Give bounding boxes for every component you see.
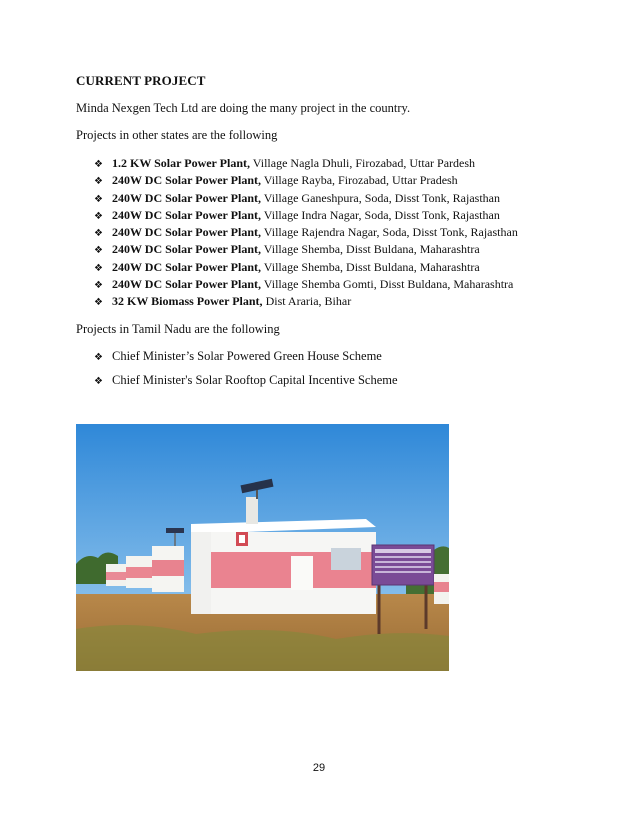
project-location: Village Shemba, Disst Buldana, Maharashtra — [263, 242, 480, 257]
list-item — [94, 346, 398, 370]
diamond-bullet-icon: ❖ — [94, 376, 103, 387]
tamil-nadu-heading: Projects in Tamil Nadu are the following — [76, 322, 280, 336]
list-item — [94, 190, 518, 207]
diamond-bullet-icon: ❖ — [94, 280, 103, 292]
project-label: 240W DC Solar Power Plant, — [112, 207, 261, 222]
project-label: 1.2 KW Solar Power Plant, — [112, 156, 250, 170]
solar-houses-photo — [76, 424, 449, 671]
diamond-bullet-icon: ❖ — [94, 262, 103, 274]
list-item — [94, 207, 518, 224]
project-location: Village Shemba, Disst Buldana, Maharashtra — [263, 259, 480, 274]
project-label: 240W DC Solar Power Plant, — [112, 225, 261, 240]
project-location: Village Indra Nagar, Soda, Disst Tonk, Rajasthan — [263, 207, 500, 222]
diamond-bullet-icon: ❖ — [94, 210, 103, 222]
diamond-bullet-icon: ❖ — [94, 228, 103, 240]
list-item — [94, 259, 518, 276]
section-heading: CURRENT PROJECT — [76, 73, 206, 88]
list-item — [94, 370, 398, 394]
project-label: 32 KW Biomass Power Plant, — [112, 294, 263, 309]
project-location: Village Rayba, Firozabad, Uttar Pradesh — [263, 173, 458, 188]
list-item — [94, 172, 518, 189]
project-location: Dist Araria, Bihar — [265, 294, 352, 309]
project-location: Village Ganeshpura, Soda, Disst Tonk, Rajasthan — [263, 190, 500, 205]
other-states-heading: Projects in other states are the following — [76, 128, 278, 142]
project-label: 240W DC Solar Power Plant, — [112, 242, 261, 257]
diamond-bullet-icon: ❖ — [94, 297, 103, 309]
scheme-label: Chief Minister's Solar Rooftop Capital Incentive Scheme — [112, 373, 398, 387]
page-number: 29 — [312, 762, 326, 774]
list-item — [94, 276, 518, 293]
project-location: Village Rajendra Nagar, Soda, Disst Tonk, Rajasthan — [263, 225, 518, 240]
project-location: Village Nagla Dhuli, Firozabad, Uttar Pardesh — [252, 156, 476, 170]
tamil-nadu-list — [94, 346, 398, 394]
diamond-bullet-icon: ❖ — [94, 245, 103, 257]
intro-paragraph: Minda Nexgen Tech Ltd are doing the many project in the country. — [76, 101, 411, 115]
list-item — [94, 293, 518, 310]
diamond-bullet-icon: ❖ — [94, 352, 103, 363]
other-states-list — [94, 155, 518, 311]
project-location: Village Shemba Gomti, Disst Buldana, Maharashtra — [263, 277, 514, 292]
scheme-label: Chief Minister’s Solar Powered Green House Scheme — [112, 349, 382, 363]
diamond-bullet-icon: ❖ — [94, 176, 103, 188]
list-item — [94, 155, 518, 172]
project-label: 240W DC Solar Power Plant, — [112, 173, 261, 188]
project-label: 240W DC Solar Power Plant, — [112, 190, 261, 205]
diamond-bullet-icon: ❖ — [94, 159, 103, 170]
diamond-bullet-icon: ❖ — [94, 193, 103, 205]
project-label: 240W DC Solar Power Plant, — [112, 277, 261, 292]
list-item — [94, 224, 518, 241]
project-label: 240W DC Solar Power Plant, — [112, 259, 261, 274]
list-item — [94, 241, 518, 258]
